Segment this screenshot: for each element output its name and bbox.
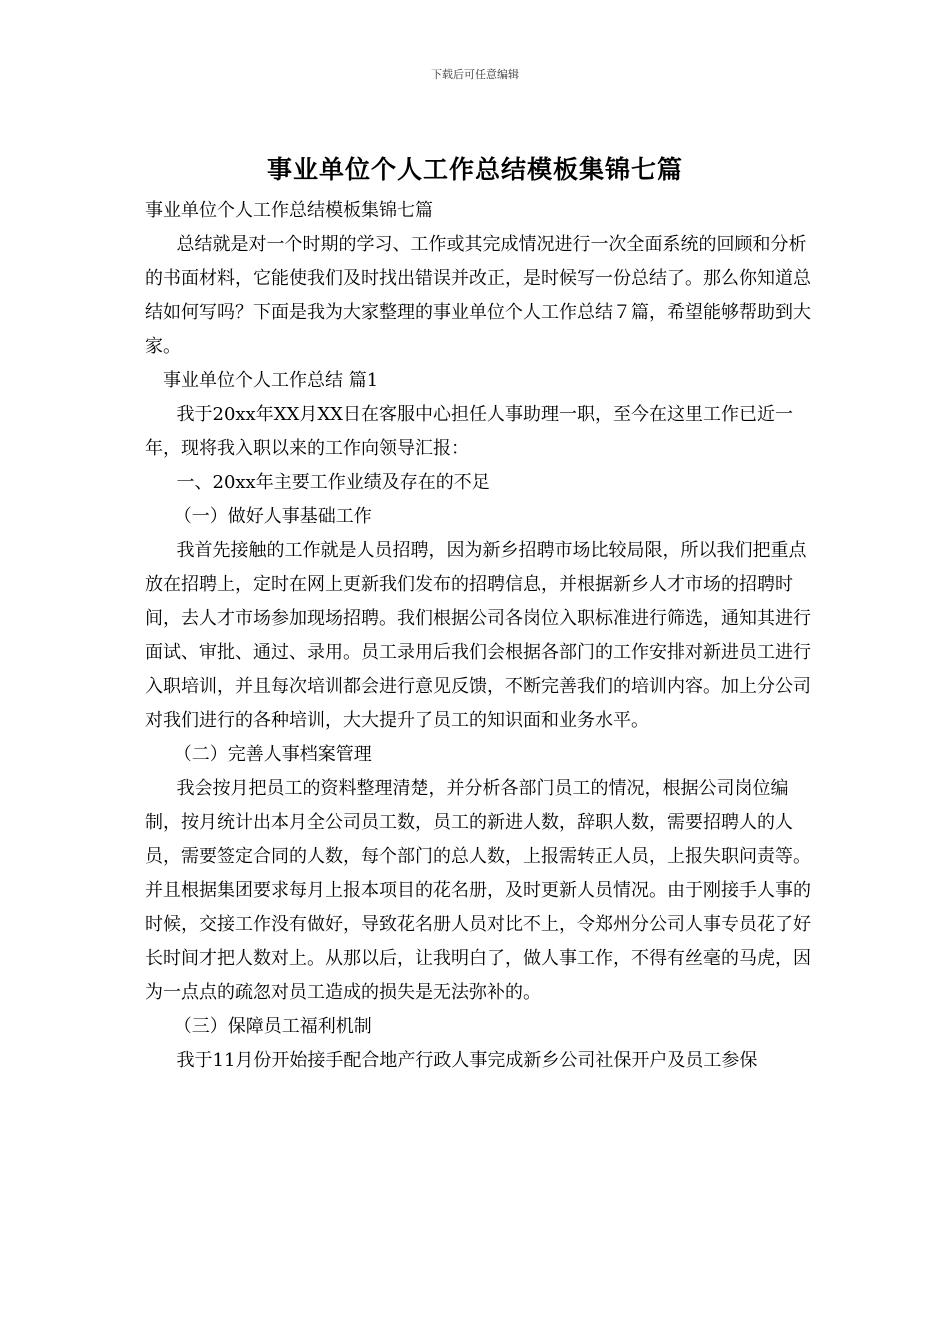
heading-level-2: （一）做好人事基础工作 — [173, 506, 372, 527]
paragraph: 我首先接触的工作就是人员招聘，因为新乡招聘市场比较局限，所以我们把重点放在招聘上，定时在网上更新我们发布的招聘信息，并根据新乡人才市场的招聘时间，去人才市场参加现场招聘。我们根据公司各岗位入职标准进行筛选，通知其进行面试、审批、通过、录用。员工录用后我们会根据各部门的工作安排对新进员工进行入职培训，并且每次培训都会进行意见反馈，不断完善我们的培训内容。加上分公司对我们进行的各种培训，大大提升了员工的知识面和业务水平。 — [145, 540, 811, 731]
heading-level-2: （三）保障员工福利机制 — [173, 1016, 372, 1037]
subtitle-line: 事业单位个人工作总结模板集锦七篇 — [145, 200, 433, 221]
paragraph: 我会按月把员工的资料整理清楚，并分析各部门员工的情况，根据公司岗位编制，按月统计出本月全公司员工数，员工的新进人数，辞职人数，需要招聘人的人员，需要签定合同的人数，每个部门的总人数，上报需转正人员，上报失职问责等。并且根据集团要求每月上报本项目的花名册，及时更新人员情况。由于刚接手人事的时候，交接工作没有做好，导致花名册人员对比不上，令郑州分公司人事专员花了好长时间才把人数对上。从那以后，让我明白了，做人事工作，不得有丝毫的马虎，因为一点点的疏忽对员工造成的损失是无法弥补的。 — [145, 778, 811, 1003]
header-note: 下载后可任意编辑 — [431, 68, 519, 81]
paragraph: 我于20xx年XX月XX日在客服中心担任人事助理一职，至今在这里工作已近一年，现将我入职以来的工作向领导汇报： — [145, 404, 793, 459]
heading-level-2: （二）完善人事档案管理 — [173, 744, 372, 765]
intro-paragraph: 总结就是对一个时期的学习、工作或其完成情况进行一次全面系统的回顾和分析的书面材料，它能使我们及时找出错误并改正，是时候写一份总结了。那么你知道总结如何写吗？下面是我为大家整理的事业单位个人工作总结７篇，希望能够帮助到大家。 — [145, 234, 811, 357]
paragraph: 我于11月份开始接手配合地产行政人事完成新乡公司社保开户及员工参保 — [176, 1050, 758, 1071]
heading-level-1: 一、20xx年主要工作业绩及存在的不足 — [176, 472, 490, 493]
document-title: 事业单位个人工作总结模板集锦七篇 — [266, 155, 683, 184]
section-heading: 事业单位个人工作总结 篇1 — [163, 370, 379, 391]
document-body — [145, 194, 815, 1078]
